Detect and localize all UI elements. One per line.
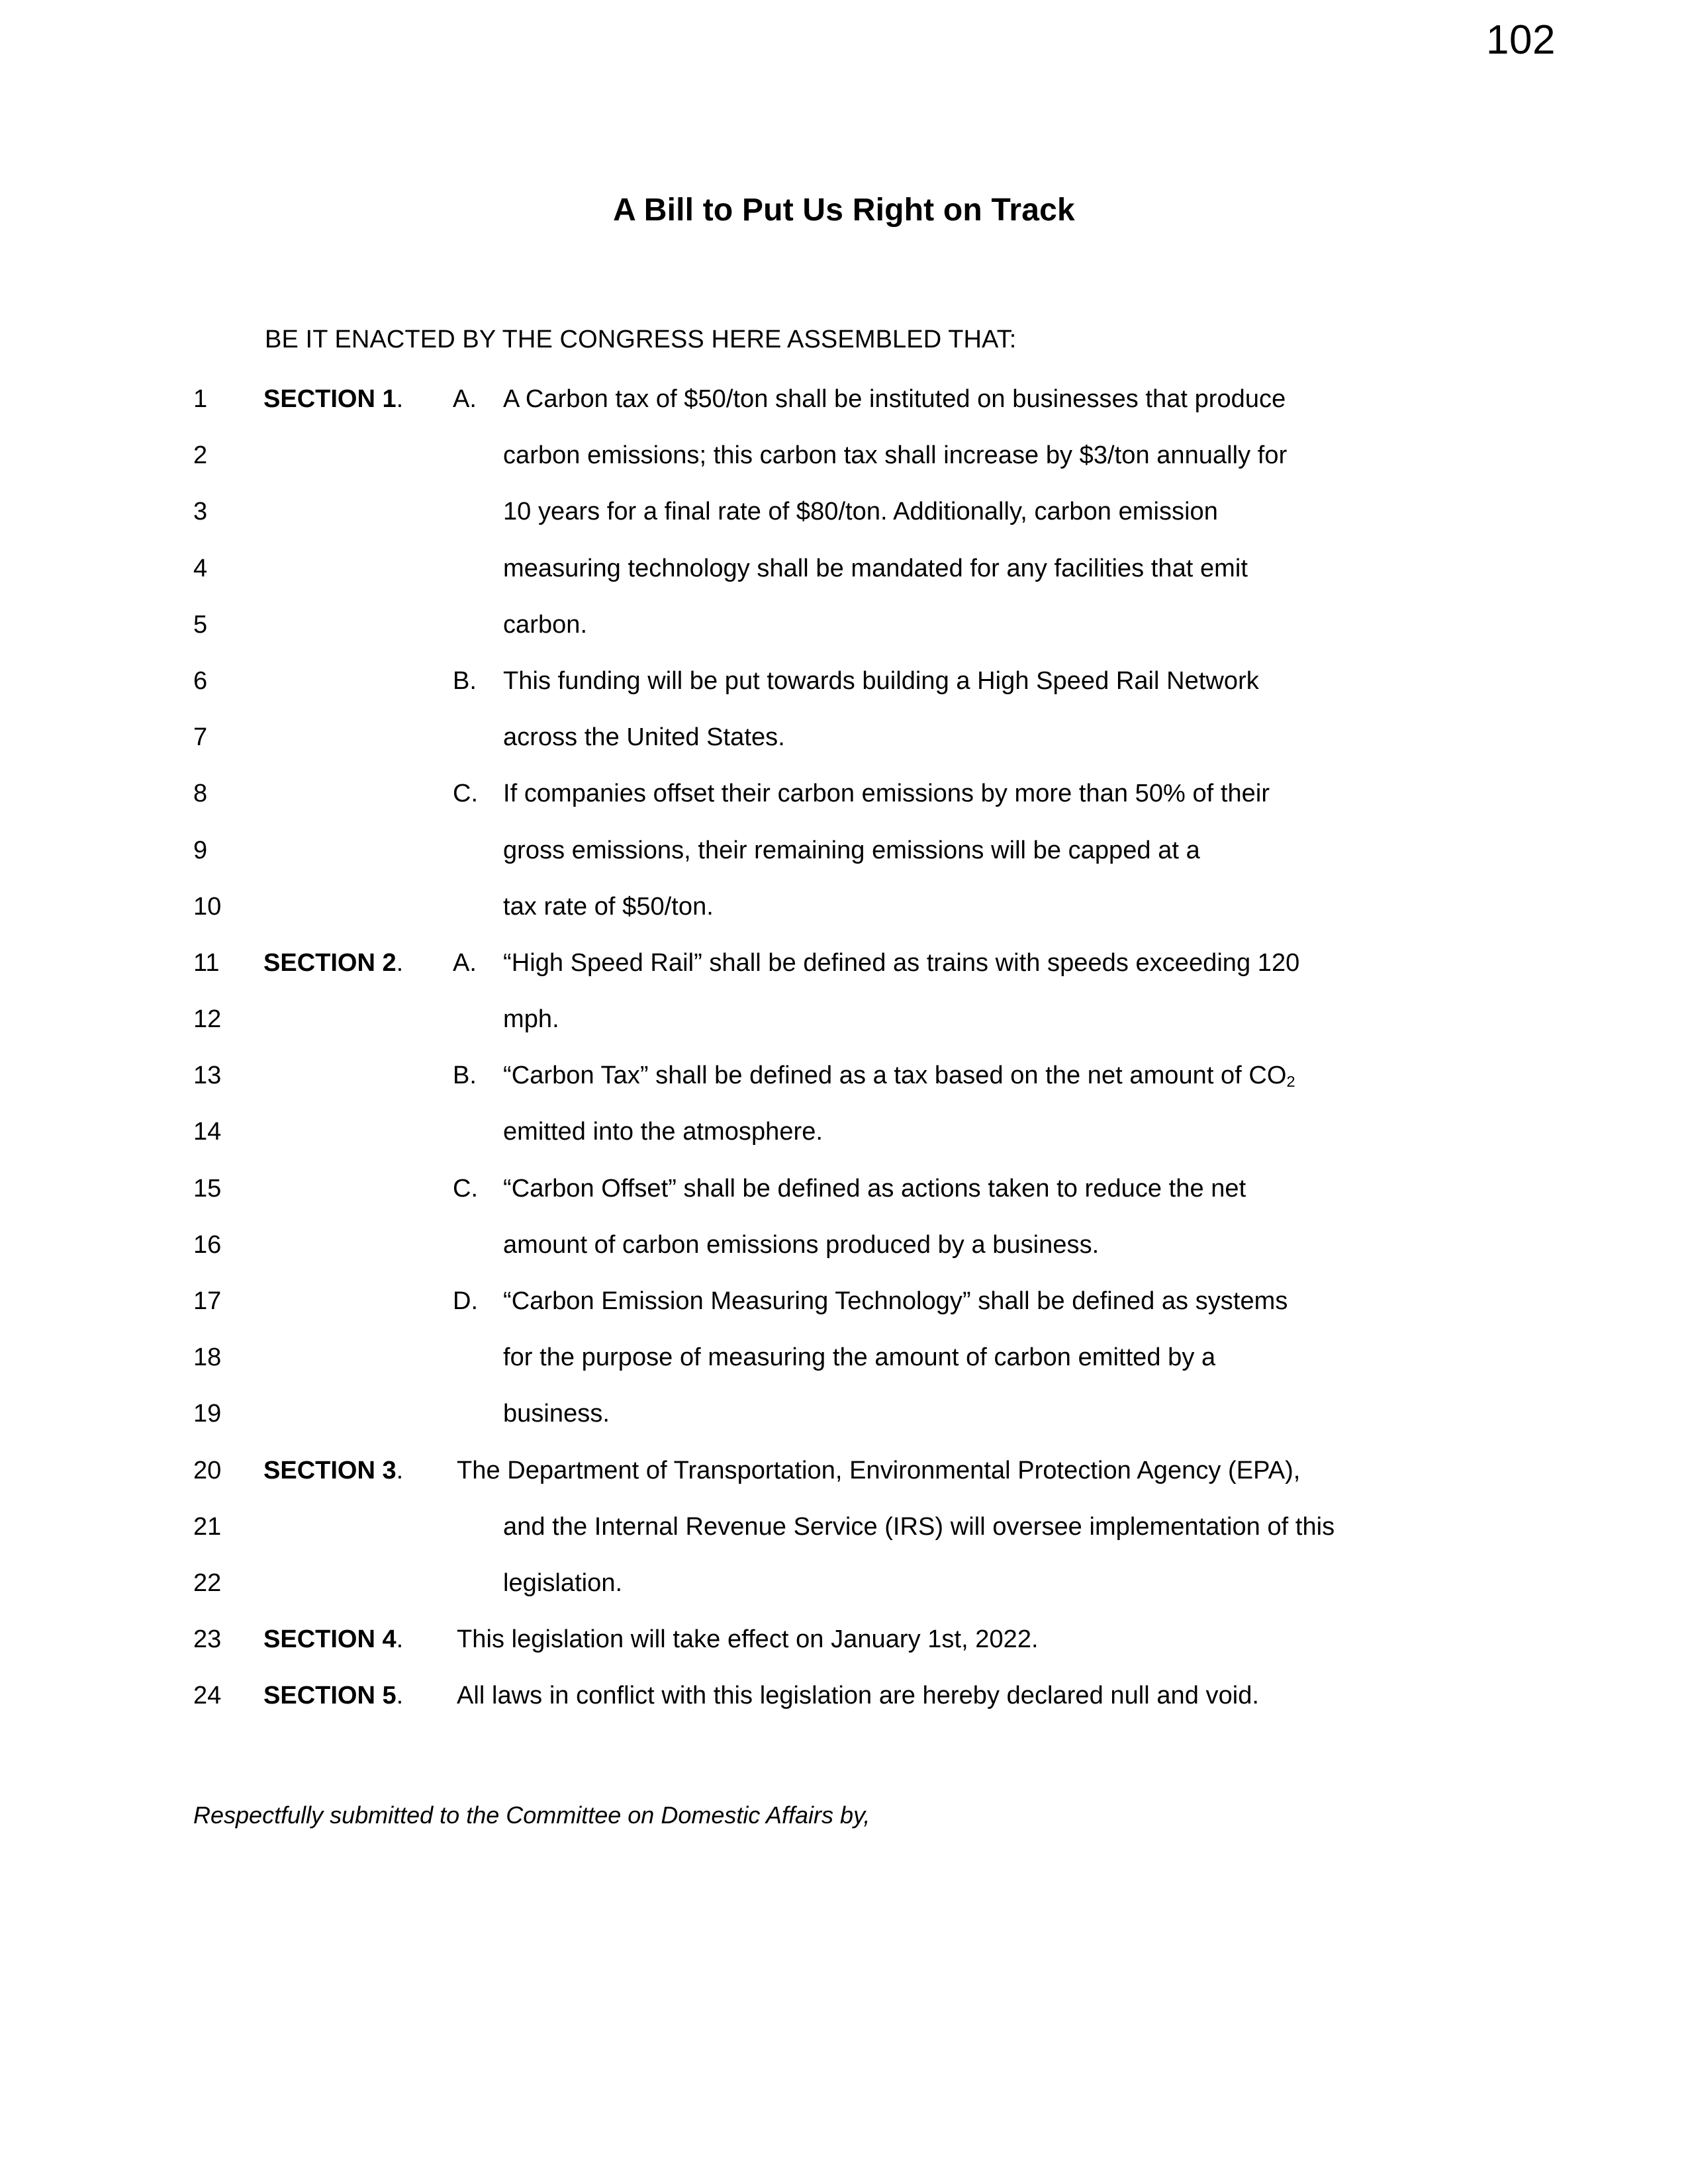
bill-line [0, 1172, 1688, 1228]
closing-statement: Respectfully submitted to the Committee on Domestic Affairs by, [193, 1801, 870, 1829]
line-number: 15 [193, 1174, 222, 1203]
bill-line [0, 1003, 1688, 1059]
line-number: 19 [193, 1400, 222, 1428]
subsection-letter: A. [453, 385, 477, 413]
bill-line [0, 664, 1688, 721]
line-number: 17 [193, 1287, 222, 1315]
line-text: for the purpose of measuring the amount of carbon emitted by a [503, 1343, 1216, 1372]
section-label-period: . [396, 1456, 404, 1484]
bill-line [0, 1228, 1688, 1285]
line-text: and the Internal Revenue Service (IRS) will oversee implementation of this [503, 1512, 1335, 1541]
line-number: 9 [193, 836, 208, 864]
section-label-period: . [396, 385, 404, 413]
line-number: 1 [193, 385, 208, 413]
bill-line [0, 552, 1688, 608]
subsection-letter: B. [453, 1062, 477, 1090]
section-label [263, 1679, 403, 1712]
line-text: If companies offset their carbon emissions by more than 50% of their [503, 780, 1270, 808]
line-number: 14 [193, 1118, 222, 1146]
line-text: legislation. [503, 1569, 623, 1597]
section-label-text: SECTION 5 [263, 1682, 397, 1710]
line-text: 10 years for a final rate of $80/ton. Additionally, carbon emission [503, 498, 1218, 526]
section-label [263, 1454, 403, 1487]
line-number: 20 [193, 1456, 222, 1484]
bill-line [0, 721, 1688, 777]
line-text: This legislation will take effect on January 1st, 2022. [457, 1625, 1039, 1654]
enacting-clause: BE IT ENACTED BY THE CONGRESS HERE ASSEMBLED THAT: [265, 326, 1017, 353]
line-text: amount of carbon emissions produced by a business. [503, 1230, 1100, 1259]
line-number: 5 [193, 610, 208, 639]
bill-line [0, 834, 1688, 890]
line-number: 3 [193, 498, 208, 526]
bill-line [0, 1679, 1688, 1735]
bill-line [0, 495, 1688, 551]
subsection-letter: A. [453, 948, 477, 977]
page-number: 102 [1486, 17, 1556, 63]
line-text: All laws in conflict with this legislation are hereby declared null and void. [457, 1682, 1260, 1710]
line-text: across the United States. [503, 723, 785, 752]
line-text: A Carbon tax of $50/ton shall be instituted on businesses that produce [503, 385, 1286, 413]
line-text: emitted into the atmosphere. [503, 1118, 823, 1146]
bill-line [0, 1510, 1688, 1567]
line-number: 13 [193, 1062, 222, 1090]
section-label-period: . [396, 948, 404, 977]
section-label-text: SECTION 4 [263, 1625, 397, 1654]
bill-line [0, 383, 1688, 439]
line-text: “Carbon Offset” shall be defined as actions taken to reduce the net [503, 1174, 1246, 1203]
bill-line [0, 1623, 1688, 1679]
subsection-letter: B. [453, 666, 477, 695]
bill-line [0, 1059, 1688, 1115]
line-text: The Department of Transportation, Environmental Protection Agency (EPA), [457, 1456, 1301, 1484]
line-number: 21 [193, 1512, 222, 1541]
line-text: carbon emissions; this carbon tax shall increase by $3/ton annually for [503, 441, 1288, 470]
line-number: 11 [193, 948, 220, 977]
section-label [263, 946, 403, 979]
section-label-text: SECTION 3 [263, 1456, 397, 1484]
subsection-letter: C. [453, 1174, 478, 1203]
bill-line [0, 946, 1688, 1003]
section-label [263, 1623, 403, 1656]
bill-line [0, 1397, 1688, 1453]
subsection-letter: D. [453, 1287, 478, 1315]
bill-line [0, 1454, 1688, 1510]
bill-line [0, 1115, 1688, 1171]
signature-block [193, 1846, 657, 1926]
line-text: business. [503, 1400, 610, 1428]
line-number: 22 [193, 1569, 222, 1597]
page-title: A Bill to Put Us Right on Track [613, 193, 1075, 228]
line-text: tax rate of $50/ton. [503, 892, 714, 921]
line-number: 24 [193, 1682, 222, 1710]
subsection-letter: C. [453, 780, 478, 808]
line-number: 7 [193, 723, 208, 752]
bill-line [0, 1285, 1688, 1341]
section-label-period: . [396, 1625, 404, 1654]
bill-line [0, 1341, 1688, 1397]
line-text: This funding will be put towards building a High Speed Rail Network [503, 666, 1259, 695]
line-number: 10 [193, 892, 222, 921]
line-number: 12 [193, 1005, 222, 1034]
line-text: carbon. [503, 610, 588, 639]
line-text: gross emissions, their remaining emissions will be capped at a [503, 836, 1200, 864]
section-label-text: SECTION 1 [263, 385, 397, 413]
line-number: 16 [193, 1230, 222, 1259]
line-number: 8 [193, 780, 208, 808]
section-label-period: . [396, 1682, 404, 1710]
line-text: “Carbon Tax” shall be defined as a tax based on the net amount of $CO_2$ [503, 1062, 1295, 1091]
bill-line [0, 439, 1688, 495]
bill-line [0, 890, 1688, 946]
line-number: 2 [193, 441, 208, 470]
line-number: 18 [193, 1343, 222, 1372]
line-text: “Carbon Emission Measuring Technology” shall be defined as systems [503, 1287, 1288, 1315]
line-text: mph. [503, 1005, 559, 1034]
bill-line [0, 608, 1688, 664]
bill-line [0, 1567, 1688, 1623]
line-text: measuring technology shall be mandated for any facilities that emit [503, 554, 1248, 582]
line-number: 6 [193, 666, 208, 695]
section-label-text: SECTION 2 [263, 948, 397, 977]
bill-body [0, 383, 1688, 1736]
section-label [263, 383, 403, 416]
bill-line [0, 777, 1688, 833]
line-text: “High Speed Rail” shall be defined as trains with speeds exceeding 120 [503, 948, 1300, 977]
line-number: 4 [193, 554, 208, 582]
line-number: 23 [193, 1625, 222, 1654]
